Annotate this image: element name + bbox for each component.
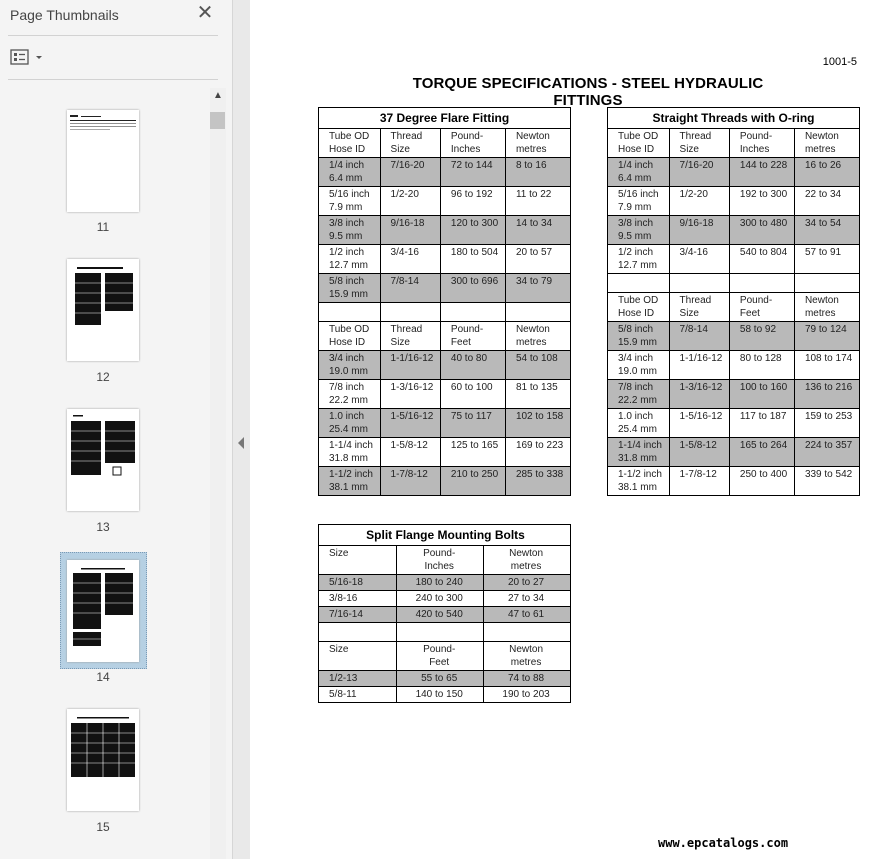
table-cell: 1-1/16-12: [669, 351, 729, 380]
table-cell: 5/16 inch 7.9 mm: [319, 187, 381, 216]
page-thumbnail-12[interactable]: [67, 259, 139, 361]
table-cell: 5/16 inch 7.9 mm: [608, 187, 670, 216]
close-icon[interactable]: ✕: [196, 2, 214, 24]
table-cell: 1-5/16-12: [380, 409, 440, 438]
table-cell: 16 to 26: [794, 158, 859, 187]
thumbnails-panel: [0, 0, 233, 859]
table-cell: 3/8 inch 9.5 mm: [608, 216, 670, 245]
table-row: [608, 216, 860, 245]
table-cell: 159 to 253: [794, 409, 859, 438]
table-cell: 9/16-18: [669, 216, 729, 245]
table-cell: 1-1/2 inch 38.1 mm: [319, 467, 381, 496]
table-cell: 1-1/16-12: [380, 351, 440, 380]
table-cell: 8 to 16: [505, 158, 570, 187]
table-row: [319, 409, 571, 438]
page-thumbnail-14[interactable]: [67, 560, 139, 662]
table-cell: 40 to 80: [440, 351, 505, 380]
oring-table: [607, 107, 860, 496]
table-cell: Thread Size: [380, 322, 440, 351]
table-cell: 180 to 504: [440, 245, 505, 274]
table-spacer-row: [608, 274, 860, 293]
table-row: [608, 467, 860, 496]
table-cell: 169 to 223: [505, 438, 570, 467]
table-cell: 1/4 inch 6.4 mm: [319, 158, 381, 187]
table-cell: 540 to 804: [729, 245, 794, 274]
table-spacer-row: [319, 303, 571, 322]
table-cell: 210 to 250: [440, 467, 505, 496]
table-header-row: [608, 129, 860, 158]
table-cell: 74 to 88: [484, 671, 571, 687]
table-row: [608, 438, 860, 467]
table-cell: 300 to 480: [729, 216, 794, 245]
table-row: [608, 322, 860, 351]
table-header-row: [319, 129, 571, 158]
table-cell: Newton metres: [794, 293, 859, 322]
table-row: [319, 380, 571, 409]
table-row: [319, 687, 571, 703]
table-cell: 140 to 150: [397, 687, 484, 703]
table-cell: 7/8-14: [669, 322, 729, 351]
table-row: [319, 216, 571, 245]
footer-url: www.epcatalogs.com: [658, 836, 789, 850]
table-cell: Newton metres: [794, 129, 859, 158]
table-cell: 117 to 187: [729, 409, 794, 438]
page-title: TORQUE SPECIFICATIONS - STEEL HYDRAULIC FITTINGS: [412, 75, 764, 109]
table-caption: 37 Degree Flare Fitting: [319, 108, 571, 129]
table-cell: 22 to 34: [794, 187, 859, 216]
table-cell: Tube OD Hose ID: [608, 293, 670, 322]
split-flange-table: [318, 524, 571, 703]
table-cell: 1-3/16-12: [669, 380, 729, 409]
table-cell: 190 to 203: [484, 687, 571, 703]
table-cell: 5/8 inch 15.9 mm: [319, 274, 381, 303]
table-cell: 250 to 400: [729, 467, 794, 496]
table-cell: 9/16-18: [380, 216, 440, 245]
table-cell: 5/8-11: [319, 687, 397, 703]
panel-title: Page Thumbnails: [10, 7, 119, 23]
table-cell: 420 to 540: [397, 607, 484, 623]
table-cell: 75 to 117: [440, 409, 505, 438]
table-cell: 7/16-14: [319, 607, 397, 623]
table-cell: Newton metres: [484, 546, 571, 575]
table-cell: Thread Size: [669, 293, 729, 322]
thumbnail-options-icon: [10, 48, 46, 68]
table-cell: Newton metres: [484, 642, 571, 671]
collapse-panel-icon[interactable]: [236, 436, 246, 450]
table-cell: 300 to 696: [440, 274, 505, 303]
table-cell: Tube OD Hose ID: [608, 129, 670, 158]
table-cell: 1/4 inch 6.4 mm: [608, 158, 670, 187]
table-cell: 1.0 inch 25.4 mm: [608, 409, 670, 438]
table-cell: [669, 274, 729, 293]
table-cell: 11 to 22: [505, 187, 570, 216]
page-thumbnail-11[interactable]: [67, 110, 139, 212]
page-thumbnail-label: 11: [96, 220, 110, 234]
table-cell: Size: [319, 642, 397, 671]
table-row: [608, 245, 860, 274]
table-cell: 47 to 61: [484, 607, 571, 623]
table-cell: 144 to 228: [729, 158, 794, 187]
table-row: [319, 467, 571, 496]
table-cell: [397, 623, 484, 642]
table-cell: 20 to 57: [505, 245, 570, 274]
scroll-up-icon[interactable]: ▲: [213, 90, 223, 101]
table-cell: [608, 274, 670, 293]
table-cell: 102 to 158: [505, 409, 570, 438]
table-row: [319, 158, 571, 187]
table-cell: Tube OD Hose ID: [319, 129, 381, 158]
table-row: [319, 575, 571, 591]
table-cell: 58 to 92: [729, 322, 794, 351]
table-header-row: [319, 546, 571, 575]
table-cell: 136 to 216: [794, 380, 859, 409]
table-row: [608, 409, 860, 438]
table-cell: 1-5/8-12: [669, 438, 729, 467]
table-cell: 7/8 inch 22.2 mm: [608, 380, 670, 409]
table-cell: 108 to 174: [794, 351, 859, 380]
table-cell: [505, 303, 570, 322]
table-row: [319, 438, 571, 467]
table-cell: Pound- Feet: [440, 322, 505, 351]
table-row: [319, 671, 571, 687]
table-row: [608, 351, 860, 380]
table-row: [319, 274, 571, 303]
table-cell: 54 to 108: [505, 351, 570, 380]
table-spacer-row: [319, 623, 571, 642]
table-cell: 3/4-16: [669, 245, 729, 274]
table-cell: 79 to 124: [794, 322, 859, 351]
table-row: [319, 245, 571, 274]
table-cell: 20 to 27: [484, 575, 571, 591]
table-row: [319, 591, 571, 607]
panel-header: [0, 0, 232, 36]
table-cell: [440, 303, 505, 322]
thumbnail-options-button[interactable]: [10, 48, 46, 68]
table-cell: 240 to 300: [397, 591, 484, 607]
table-cell: 224 to 357: [794, 438, 859, 467]
table-cell: Size: [319, 546, 397, 575]
table-cell: [319, 623, 397, 642]
table-cell: 80 to 128: [729, 351, 794, 380]
table-cell: 100 to 160: [729, 380, 794, 409]
table-cell: 3/8 inch 9.5 mm: [319, 216, 381, 245]
table-cell: 1-1/2 inch 38.1 mm: [608, 467, 670, 496]
table-cell: 1-7/8-12: [669, 467, 729, 496]
page-thumbnail-label: 12: [96, 370, 110, 384]
table-cell: Pound- Inches: [397, 546, 484, 575]
table-cell: 165 to 264: [729, 438, 794, 467]
page-thumbnail-15[interactable]: [67, 709, 139, 811]
table-cell: 1-1/4 inch 31.8 mm: [319, 438, 381, 467]
table-header-row: [319, 642, 571, 671]
page-thumbnail-13[interactable]: [67, 409, 139, 511]
table-cell: 7/16-20: [669, 158, 729, 187]
table-cell: 27 to 34: [484, 591, 571, 607]
table-cell: Pound- Feet: [729, 293, 794, 322]
table-cell: 1-5/16-12: [669, 409, 729, 438]
table-caption: Straight Threads with O-ring: [608, 108, 860, 129]
table-cell: Pound- Feet: [397, 642, 484, 671]
divider: [8, 79, 218, 80]
table-row: [319, 607, 571, 623]
table-cell: 1/2-20: [380, 187, 440, 216]
page-thumbnail-label: 15: [96, 820, 110, 834]
page-thumbnail-label: 14: [96, 670, 110, 684]
table-header-row: [608, 293, 860, 322]
table-cell: 1-3/16-12: [380, 380, 440, 409]
table-caption: Split Flange Mounting Bolts: [319, 525, 571, 546]
table-cell: 81 to 135: [505, 380, 570, 409]
table-row: [608, 187, 860, 216]
table-cell: Thread Size: [380, 129, 440, 158]
table-row: [319, 187, 571, 216]
table-cell: [729, 274, 794, 293]
table-cell: 1/2-13: [319, 671, 397, 687]
document-page: [250, 0, 871, 859]
table-cell: 60 to 100: [440, 380, 505, 409]
page-thumbnail-label: 13: [96, 520, 110, 534]
table-cell: 1.0 inch 25.4 mm: [319, 409, 381, 438]
scrollbar-thumb[interactable]: [210, 112, 225, 129]
table-cell: 7/16-20: [380, 158, 440, 187]
table-cell: 7/8-14: [380, 274, 440, 303]
table-cell: 339 to 542: [794, 467, 859, 496]
table-cell: Thread Size: [669, 129, 729, 158]
table-cell: 34 to 79: [505, 274, 570, 303]
page-number: 1001-5: [822, 56, 857, 68]
table-cell: 55 to 65: [397, 671, 484, 687]
table-cell: 1-7/8-12: [380, 467, 440, 496]
table-cell: 5/16-18: [319, 575, 397, 591]
table-cell: 285 to 338: [505, 467, 570, 496]
table-cell: 180 to 240: [397, 575, 484, 591]
table-cell: 3/4 inch 19.0 mm: [319, 351, 381, 380]
table-cell: Newton metres: [505, 322, 570, 351]
table-cell: 1-1/4 inch 31.8 mm: [608, 438, 670, 467]
table-cell: 192 to 300: [729, 187, 794, 216]
table-cell: Pound- Inches: [729, 129, 794, 158]
table-header-row: [319, 322, 571, 351]
table-cell: [319, 303, 381, 322]
table-cell: 14 to 34: [505, 216, 570, 245]
table-cell: Tube OD Hose ID: [319, 322, 381, 351]
table-cell: 120 to 300: [440, 216, 505, 245]
table-cell: 1-5/8-12: [380, 438, 440, 467]
table-cell: 34 to 54: [794, 216, 859, 245]
table-cell: [794, 274, 859, 293]
table-cell: 57 to 91: [794, 245, 859, 274]
table-cell: 96 to 192: [440, 187, 505, 216]
table-cell: 5/8 inch 15.9 mm: [608, 322, 670, 351]
table-cell: [484, 623, 571, 642]
divider: [8, 35, 218, 36]
table-cell: 3/8-16: [319, 591, 397, 607]
table-cell: 72 to 144: [440, 158, 505, 187]
table-cell: Newton metres: [505, 129, 570, 158]
table-cell: 7/8 inch 22.2 mm: [319, 380, 381, 409]
flare-fitting-table: [318, 107, 571, 496]
table-cell: 1/2 inch 12.7 mm: [608, 245, 670, 274]
table-cell: Pound- Inches: [440, 129, 505, 158]
table-row: [608, 380, 860, 409]
scrollbar[interactable]: [210, 88, 226, 859]
table-cell: [380, 303, 440, 322]
table-cell: 1/2-20: [669, 187, 729, 216]
table-cell: 3/4-16: [380, 245, 440, 274]
table-row: [608, 158, 860, 187]
table-cell: 3/4 inch 19.0 mm: [608, 351, 670, 380]
table-cell: 1/2 inch 12.7 mm: [319, 245, 381, 274]
table-row: [319, 351, 571, 380]
table-cell: 125 to 165: [440, 438, 505, 467]
